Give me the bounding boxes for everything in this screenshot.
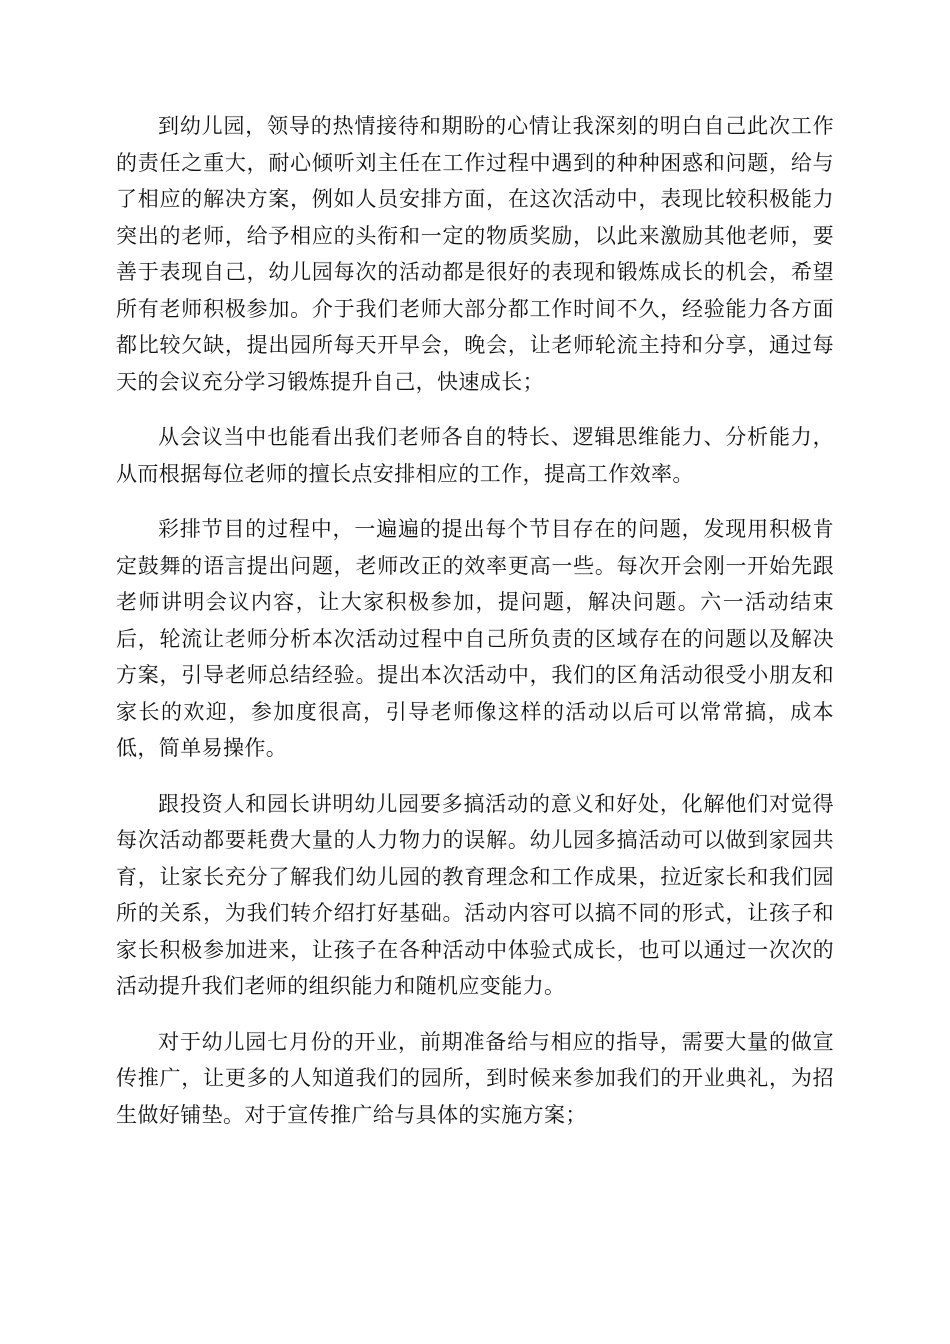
paragraph-1: 到幼儿园，领导的热情接待和期盼的心情让我深刻的明白自己此次工作的责任之重大，耐心倾听刘主任在工作过程中遇到的种种困惑和问题，给与了相应的解决方案，例如人员安排方面，在这次活动中，表现比较积极能力突出的老师，给予相应的头衔和一定的物质奖励，以此来激励其他老师，要善于表现自己，幼儿园每次的活动都是很好的表现和锻炼成长的机会，希望所有老师积极参加。介于我们老师大部分都工作时间不久，经验能力各方面都比较欠缺，提出园所每天开早会，晚会，让老师轮流主持和分享，通过每天的会议充分学习锻炼提升自己，快速成长；: [116, 114, 834, 394]
document-body: [116, 108, 834, 1152]
paragraph-2: 从会议当中也能看出我们老师各自的特长、逻辑思维能力、分析能力，从而根据每位老师的擅长点安排相应的工作，提高工作效率。: [116, 425, 834, 486]
paragraph-4: 跟投资人和园长讲明幼儿园要多搞活动的意义和好处，化解他们对觉得每次活动都要耗费大量的人力物力的误解。幼儿园多搞活动可以做到家园共育，让家长充分了解我们幼儿园的教育理念和工作成果，拉近家长和我们园所的关系，为我们转介绍打好基础。活动内容可以搞不同的形式，让孩子和家长积极参加进来，让孩子在各种活动中体验式成长，也可以通过一次次的活动提升我们老师的组织能力和随机应变能力。: [116, 791, 834, 998]
paragraph-3: 彩排节目的过程中，一遍遍的提出每个节目存在的问题，发现用积极肯定鼓舞的语言提出问题，老师改正的效率更高一些。每次开会刚一开始先跟老师讲明会议内容，让大家积极参加，提问题，解决问题。六一活动结束后，轮流让老师分析本次活动过程中自己所负责的区域存在的问题以及解决方案，引导老师总结经验。提出本次活动中，我们的区角活动很受小朋友和家长的欢迎，参加度很高，引导老师像这样的活动以后可以常常搞，成本低，简单易操作。: [116, 517, 834, 760]
paragraph-5: 对于幼儿园七月份的开业，前期准备给与相应的指导，需要大量的做宣传推广，让更多的人知道我们的园所，到时候来参加我们的开业典礼，为招生做好铺垫。对于宣传推广给与具体的实施方案；: [116, 1029, 834, 1127]
